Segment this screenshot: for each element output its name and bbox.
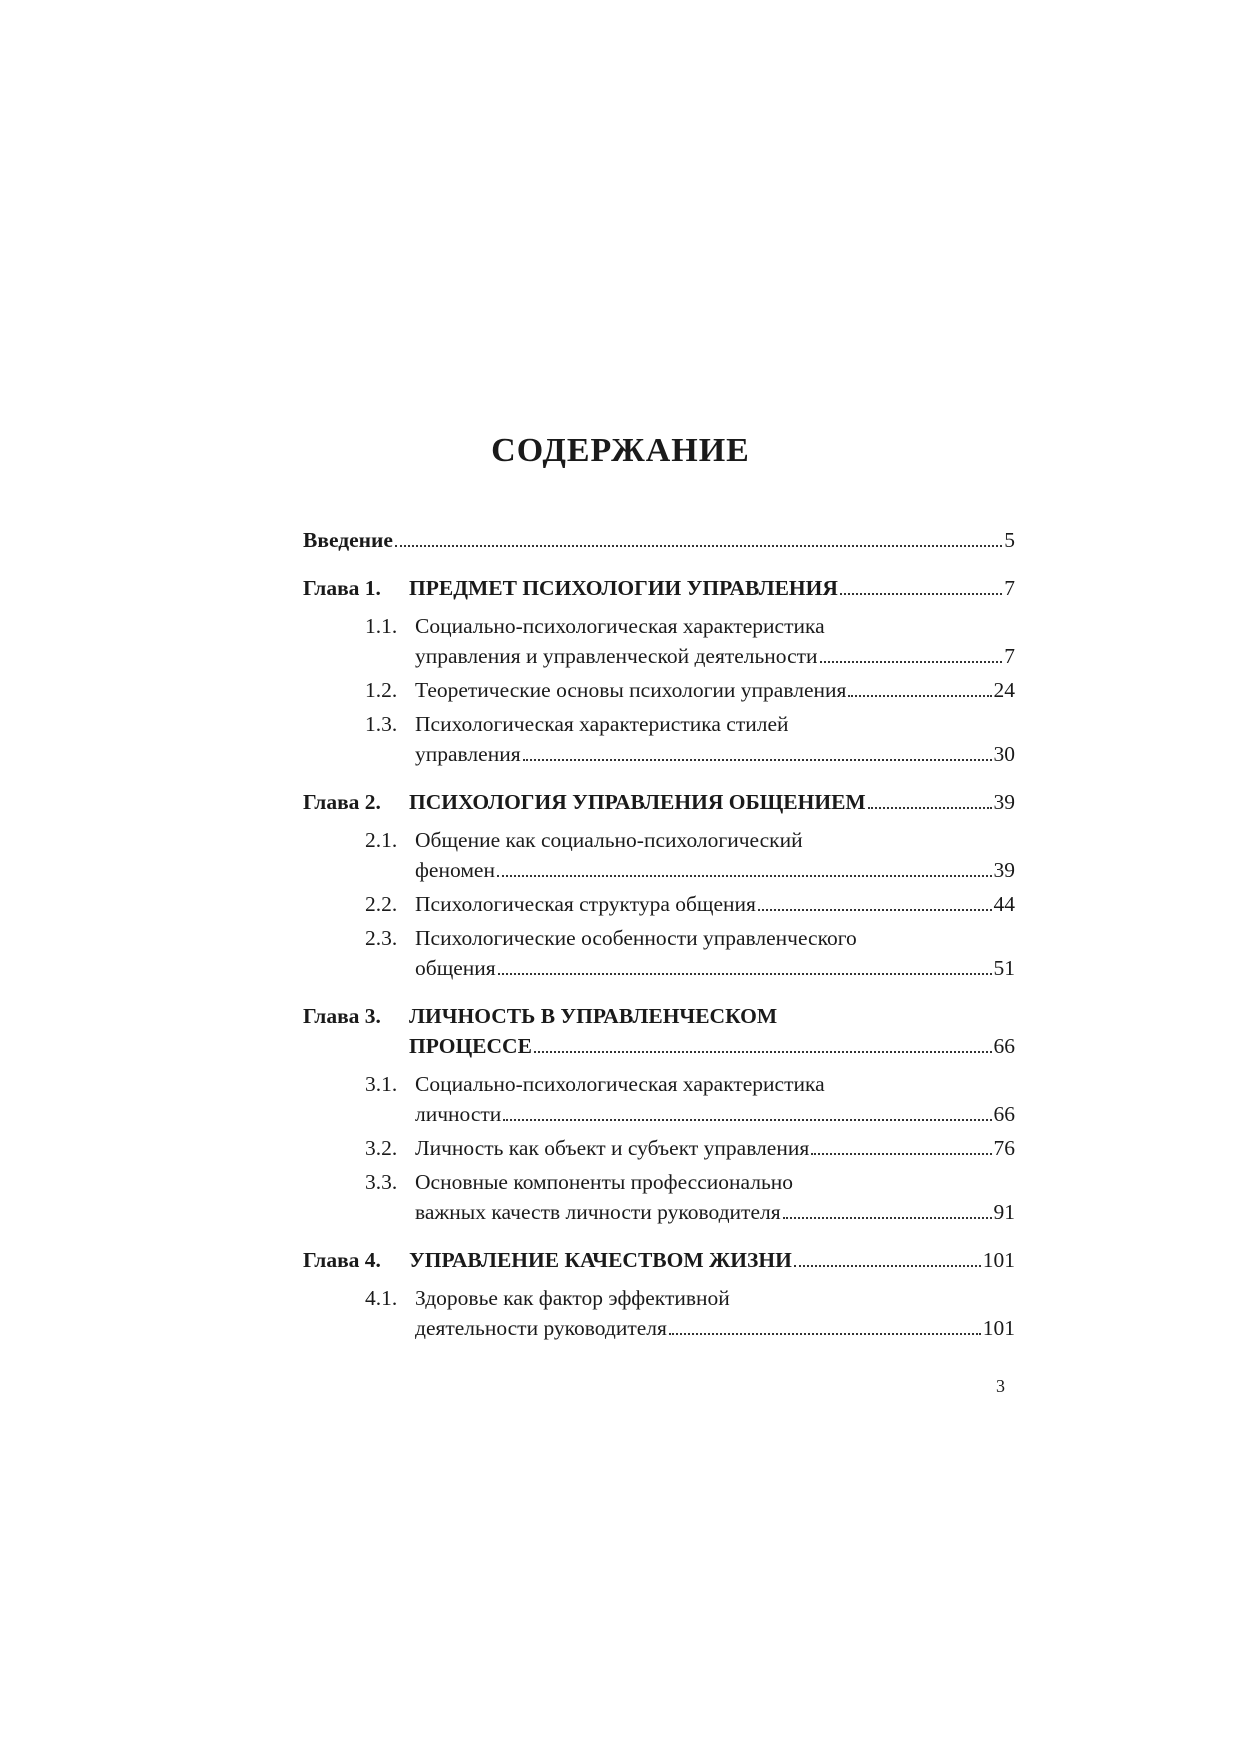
section-title-line: Теоретические основы психологии управления xyxy=(415,678,847,702)
chapter-number: Глава 3. xyxy=(303,1004,381,1028)
section-title-line: Социально-психологическая характеристика xyxy=(415,614,825,638)
section-number: 1.2. xyxy=(365,678,398,702)
section-number: 2.2. xyxy=(365,892,398,916)
dot-leader xyxy=(794,1264,981,1267)
toc-chapter-entry[interactable] xyxy=(303,1245,1015,1275)
section-number: 3.1. xyxy=(365,1072,398,1096)
toc-page-number: 101 xyxy=(982,1316,1015,1340)
section-title-line: Психологические особенности управленческого xyxy=(415,926,857,950)
dot-leader xyxy=(848,694,991,697)
chapter-number: Глава 2. xyxy=(303,790,381,814)
toc-page-number: 7 xyxy=(1004,576,1015,600)
chapter-number: Глава 1. xyxy=(303,576,381,600)
toc-section-entry[interactable] xyxy=(303,1069,1015,1129)
dot-leader xyxy=(523,758,992,761)
dot-leader xyxy=(820,660,1003,663)
section-title-line: феномен xyxy=(415,858,495,882)
toc-section-entry[interactable] xyxy=(303,825,1015,885)
section-title-line: важных качеств личности руководителя xyxy=(415,1200,781,1224)
dot-leader xyxy=(498,972,992,975)
section-number: 3.2. xyxy=(365,1136,398,1160)
section-number: 2.1. xyxy=(365,828,398,852)
toc-section-entry[interactable] xyxy=(303,1283,1015,1343)
chapter-spacer xyxy=(303,773,1015,787)
toc-page-number: 39 xyxy=(993,858,1015,882)
dot-leader xyxy=(395,544,1002,547)
section-title-line: Основные компоненты профессионально xyxy=(415,1170,794,1194)
toc-section-entry[interactable] xyxy=(303,675,1015,705)
chapter-spacer xyxy=(303,1231,1015,1245)
toc-entry-label: Введение xyxy=(303,528,393,552)
section-title-line: Здоровье как фактор эффективной xyxy=(415,1286,730,1310)
section-number: 1.1. xyxy=(365,614,398,638)
chapter-title-line: ЛИЧНОСТЬ В УПРАВЛЕНЧЕСКОМ xyxy=(409,1004,778,1028)
toc-section-entry[interactable] xyxy=(303,709,1015,769)
chapter-title-line: ПРЕДМЕТ ПСИХОЛОГИИ УПРАВЛЕНИЯ xyxy=(409,576,838,600)
section-title-line: управления и управленческой деятельности xyxy=(415,644,818,668)
toc-chapter-entry[interactable] xyxy=(303,573,1015,603)
toc-page-number: 76 xyxy=(993,1136,1015,1160)
toc-page-number: 24 xyxy=(993,678,1015,702)
toc-page-number: 51 xyxy=(993,956,1015,980)
toc-page-number: 44 xyxy=(993,892,1015,916)
chapter-number: Глава 4. xyxy=(303,1248,381,1272)
dot-leader xyxy=(497,874,992,877)
section-title-line: Личность как объект и субъект управления xyxy=(415,1136,810,1160)
section-number: 2.3. xyxy=(365,926,398,950)
toc-page-number: 5 xyxy=(1004,528,1015,552)
toc-section-entry[interactable] xyxy=(303,611,1015,671)
toc-page-number: 91 xyxy=(993,1200,1015,1224)
toc-chapter-entry[interactable] xyxy=(303,787,1015,817)
section-title-line: управления xyxy=(415,742,521,766)
dot-leader xyxy=(840,592,1002,595)
chapter-spacer xyxy=(303,987,1015,1001)
toc-section-entry[interactable] xyxy=(303,1133,1015,1163)
table-of-contents xyxy=(303,525,1015,1347)
dot-leader xyxy=(811,1152,991,1155)
toc-page-number: 101 xyxy=(982,1248,1015,1272)
toc-page-number: 7 xyxy=(1004,644,1015,668)
section-title-line: общения xyxy=(415,956,496,980)
dot-leader xyxy=(758,908,992,911)
section-title-line: Психологическая структура общения xyxy=(415,892,756,916)
section-number: 1.3. xyxy=(365,712,398,736)
toc-page-number: 66 xyxy=(993,1034,1015,1058)
chapter-title-line: ПРОЦЕССЕ xyxy=(409,1034,532,1058)
chapter-title-line: ПСИХОЛОГИЯ УПРАВЛЕНИЯ ОБЩЕНИЕМ xyxy=(409,790,866,814)
page-number-footer: 3 xyxy=(996,1376,1005,1396)
toc-page-number: 30 xyxy=(993,742,1015,766)
toc-section-entry[interactable] xyxy=(303,889,1015,919)
dot-leader xyxy=(503,1118,991,1121)
section-title-line: деятельности руководителя xyxy=(415,1316,667,1340)
chapter-title-line: УПРАВЛЕНИЕ КАЧЕСТВОМ ЖИЗНИ xyxy=(409,1248,792,1272)
toc-entry-intro[interactable] xyxy=(303,525,1015,555)
page-title: СОДЕРЖАНИЕ xyxy=(491,432,750,469)
toc-section-entry[interactable] xyxy=(303,923,1015,983)
chapter-list xyxy=(303,573,1015,1343)
dot-leader xyxy=(783,1216,992,1219)
section-title-line: Социально-психологическая характеристика xyxy=(415,1072,825,1096)
toc-page-number: 66 xyxy=(993,1102,1015,1126)
toc-section-entry[interactable] xyxy=(303,1167,1015,1227)
section-title-line: Психологическая характеристика стилей xyxy=(415,712,789,736)
section-number: 3.3. xyxy=(365,1170,398,1194)
section-title-line: Общение как социально-психологический xyxy=(415,828,803,852)
section-title-line: личности xyxy=(415,1102,502,1126)
section-number: 4.1. xyxy=(365,1286,398,1310)
dot-leader xyxy=(534,1050,992,1053)
dot-leader xyxy=(868,806,992,809)
toc-page-number: 39 xyxy=(993,790,1015,814)
dot-leader xyxy=(669,1332,981,1335)
toc-chapter-entry[interactable] xyxy=(303,1001,1015,1061)
